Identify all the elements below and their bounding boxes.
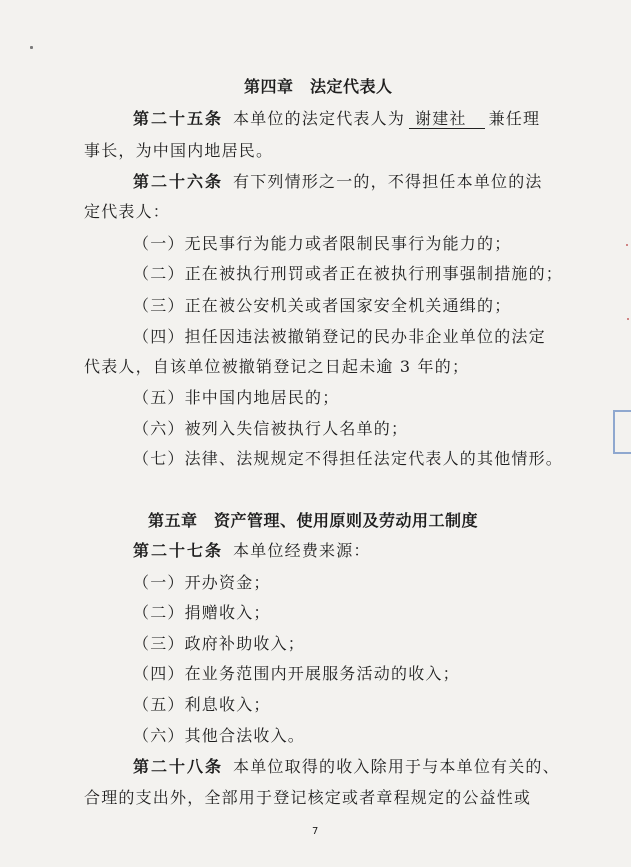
article-26-item: （四）担任因违法被撤销登记的民办非企业单位的法定 [133, 327, 546, 346]
article-26-item: （五）非中国内地居民的； [133, 388, 340, 407]
article-27-text: 本单位经费来源： [233, 541, 371, 560]
article-27-item: （三）政府补助收入； [133, 634, 306, 653]
article-28-text: 本单位取得的收入除用于与本单位有关的、 [233, 757, 560, 776]
article-26-text: 有下列情形之一的，不得担任本单位的法 [233, 172, 543, 191]
article-27-item: （六）其他合法收入。 [133, 726, 306, 745]
article-26-item: （一）无民事行为能力或者限制民事行为能力的； [133, 234, 512, 253]
binding-stamp-mark [613, 410, 631, 454]
article-25-line-1 [133, 108, 540, 130]
page-number: 7 [312, 826, 319, 837]
article-28-line-1 [133, 756, 560, 778]
article-26-item: （七）法律、法规规定不得担任法定代表人的其他情形。 [133, 449, 564, 468]
article-26-item: （三）正在被公安机关或者国家安全机关通缉的； [133, 296, 512, 315]
article-27-item: （一）开办资金； [133, 573, 271, 592]
article-26-item-cont: 代表人，自该单位被撤销登记之日起未逾 3 年的； [84, 357, 470, 376]
article-25-label: 第二十五条 [133, 109, 224, 128]
article-26-label: 第二十六条 [133, 172, 224, 191]
article-28-label: 第二十八条 [133, 757, 224, 776]
article-26-item: （六）被列入失信被执行人名单的； [133, 419, 409, 438]
scan-speck [30, 46, 33, 49]
article-27-item: （五）利息收入； [133, 695, 271, 714]
chapter-5-title: 第五章 资产管理、使用原则及劳动用工制度 [148, 511, 479, 530]
article-25-text: 本单位的法定代表人为 [233, 109, 406, 128]
article-27-item: （四）在业务范围内开展服务活动的收入； [133, 664, 460, 683]
article-25-line-2: 事长，为中国内地居民。 [84, 141, 274, 160]
article-28-line-2: 合理的支出外，全部用于登记核定或者章程规定的公益性或 [84, 788, 532, 807]
article-27-line-1 [133, 540, 371, 562]
legal-representative-name: 谢建社 [409, 110, 485, 129]
article-25-text-post: 兼任理 [488, 109, 541, 128]
article-26-line-2: 定代表人： [84, 202, 171, 221]
article-27-item: （二）捐赠收入； [133, 603, 271, 622]
scan-speck-red [627, 318, 629, 320]
article-26-item: （二）正在被执行刑罚或者正在被执行刑事强制措施的； [133, 264, 564, 283]
chapter-4-title: 第四章 法定代表人 [244, 77, 393, 96]
article-27-label: 第二十七条 [133, 541, 224, 560]
scan-speck-red [626, 244, 628, 246]
article-26-line-1 [133, 171, 543, 193]
